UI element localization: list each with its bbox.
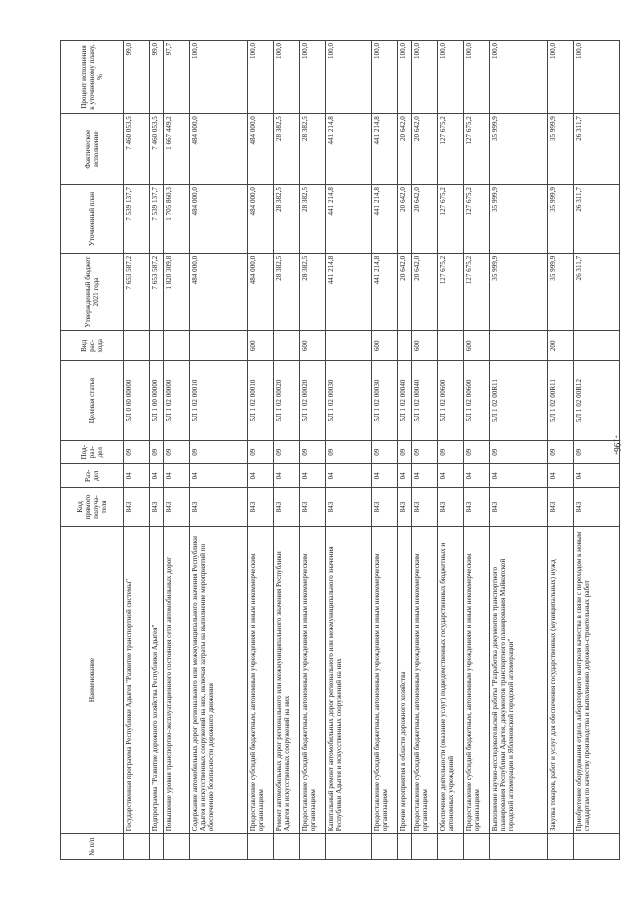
row-section: 04 [412, 464, 438, 488]
row-actual: 20 642,0 [398, 114, 412, 185]
row-approved: 484 000,0 [190, 253, 248, 330]
table-row [300, 41, 326, 860]
table-row [124, 41, 150, 860]
row-name: Предоставление субсидий бюджетным, автономным учреждениям и иным некоммерческим организациям [372, 526, 398, 833]
row-subsection: 09 [412, 440, 438, 464]
header-code: Код прямого получа-теля [61, 488, 124, 527]
table-row [274, 41, 300, 860]
row-subsection: 09 [150, 440, 164, 464]
row-adjusted: 127 675,2 [464, 185, 490, 254]
row-actual: 28 382,5 [300, 114, 326, 185]
row-name: Предоставление субсидий бюджетным, автономным учреждениям и иным некоммерческим организациям [300, 526, 326, 833]
row-percent: 100,0 [274, 41, 300, 114]
row-subsection: 09 [164, 440, 190, 464]
row-code: 843 [464, 488, 490, 527]
row-subsection: 09 [190, 440, 248, 464]
row-percent: 99,0 [150, 41, 164, 114]
row-approved: 441 214,8 [326, 253, 372, 330]
row-percent: 100,0 [326, 41, 372, 114]
row-subsection: 09 [438, 440, 464, 464]
row-name: Государственная программа Республики Адыгея "Развитие транспортной системы" [124, 526, 150, 833]
row-adjusted: 441 214,8 [326, 185, 372, 254]
row-actual: 35 999,9 [548, 114, 574, 185]
table-body [124, 41, 620, 860]
row-code: 843 [412, 488, 438, 527]
row-subsection: 09 [464, 440, 490, 464]
row-adjusted: 484 000,0 [248, 185, 274, 254]
row-code: 843 [190, 488, 248, 527]
row-code: 843 [248, 488, 274, 527]
row-subsection: 09 [274, 440, 300, 464]
row-target: 5Л 1 02 00010 [248, 361, 274, 441]
row-adjusted: 28 382,5 [274, 185, 300, 254]
row-subsection: 09 [248, 440, 274, 464]
row-name: Выполнение научно-исследовательской работы "Разработка документов транспортного планирования Республики Адыгея, документов транспортного планирования Майкопской городской агломерации и Яблоновской городской агломерации" [490, 526, 548, 833]
row-exptype [124, 331, 150, 361]
row-exptype [438, 331, 464, 361]
header-num: № п/п [61, 834, 124, 860]
row-subsection: 09 [548, 440, 574, 464]
row-exptype [150, 331, 164, 361]
row-target: 5Л 0 00 00000 [124, 361, 150, 441]
row-actual: 441 214,8 [372, 114, 398, 185]
row-target: 5Л 1 02 00600 [438, 361, 464, 441]
row-approved: 20 642,0 [398, 253, 412, 330]
row-section: 04 [190, 464, 248, 488]
row-section: 04 [248, 464, 274, 488]
row-section: 04 [548, 464, 574, 488]
table-row [438, 41, 464, 860]
row-name: Подпрограмма "Развитие дорожного хозяйства Республики Адыгея" [150, 526, 164, 833]
row-target: 5Л 1 02 00R12 [574, 361, 620, 441]
row-subsection: 09 [574, 440, 620, 464]
table-row [464, 41, 490, 860]
row-percent: 97,7 [164, 41, 190, 114]
row-name: Предоставление субсидий бюджетным, автономным учреждениям и иным некоммерческим организациям [464, 526, 490, 833]
table-row [548, 41, 574, 860]
row-target: 5Л 1 02 00R11 [490, 361, 548, 441]
row-name: Повышение уровня транспортно-эксплуатационного состояния сети автомобильных дорог [164, 526, 190, 833]
row-adjusted: 441 214,8 [372, 185, 398, 254]
row-exptype: 200 [548, 331, 574, 361]
row-target: 5Л 1 02 00R11 [548, 361, 574, 441]
row-code: 843 [274, 488, 300, 527]
row-section: 04 [300, 464, 326, 488]
row-name: Обеспечение деятельности (оказание услуг) подведомственных государственных бюджетных и автономных учреждений [438, 526, 464, 833]
row-actual: 7 460 053,5 [150, 114, 164, 185]
row-approved: 7 653 587,2 [150, 253, 164, 330]
row-section: 04 [372, 464, 398, 488]
row-target: 5Л 1 02 00020 [300, 361, 326, 441]
row-section: 04 [398, 464, 412, 488]
row-approved: 7 653 587,2 [124, 253, 150, 330]
row-code: 843 [490, 488, 548, 527]
row-actual: 484 000,0 [190, 114, 248, 185]
row-approved: 20 642,0 [412, 253, 438, 330]
row-code: 843 [150, 488, 164, 527]
row-adjusted: 484 000,0 [190, 185, 248, 254]
row-target: 5Л 1 00 00000 [150, 361, 164, 441]
table-row [412, 41, 438, 860]
table-row [150, 41, 164, 860]
row-actual: 127 675,2 [438, 114, 464, 185]
row-percent: 100,0 [464, 41, 490, 114]
row-adjusted: 7 539 137,7 [124, 185, 150, 254]
row-section: 04 [124, 464, 150, 488]
row-percent: 100,0 [574, 41, 620, 114]
row-percent: 99,0 [124, 41, 150, 114]
row-approved: 127 675,2 [464, 253, 490, 330]
header-exptype: Вид рас-хода [61, 331, 124, 361]
row-code: 843 [164, 488, 190, 527]
row-approved: 28 382,5 [274, 253, 300, 330]
row-approved: 484 000,0 [248, 253, 274, 330]
row-exptype: 600 [248, 331, 274, 361]
row-subsection: 09 [300, 440, 326, 464]
row-name: Предоставление субсидий бюджетным, автономным учреждениям и иным некоммерческим организациям [248, 526, 274, 833]
row-exptype: 600 [300, 331, 326, 361]
row-code: 843 [372, 488, 398, 527]
row-name: Предоставление субсидий бюджетным, автономным учреждениям и иным некоммерческим организациям [412, 526, 438, 833]
row-adjusted: 35 999,9 [490, 185, 548, 254]
row-code: 843 [438, 488, 464, 527]
row-section: 04 [274, 464, 300, 488]
row-approved: 35 999,9 [548, 253, 574, 330]
table-row [164, 41, 190, 860]
header-subsection: Под-раз-дел [61, 440, 124, 464]
budget-table-area [60, 40, 592, 860]
row-exptype [164, 331, 190, 361]
row-exptype [274, 331, 300, 361]
row-target: 5Л 1 02 00030 [326, 361, 372, 441]
row-percent: 100,0 [190, 41, 248, 114]
table-row [490, 41, 548, 860]
row-approved: 1 820 309,8 [164, 253, 190, 330]
row-actual: 7 460 053,5 [124, 114, 150, 185]
budget-table [60, 40, 620, 860]
row-name: Приобретение оборудования отдела лабораторного контроля качества в связи с переходом к новым стандартам по качеству производства и выполнению дорожно-строительных работ [574, 526, 620, 833]
row-approved: 35 999,9 [490, 253, 548, 330]
row-subsection: 09 [398, 440, 412, 464]
row-code: 843 [326, 488, 372, 527]
row-exptype: 600 [412, 331, 438, 361]
row-actual: 26 311,7 [574, 114, 620, 185]
row-adjusted: 20 642,0 [398, 185, 412, 254]
header-name: Наименование [61, 526, 124, 833]
row-adjusted: 20 642,0 [412, 185, 438, 254]
row-exptype: 600 [464, 331, 490, 361]
row-actual: 35 999,9 [490, 114, 548, 185]
row-target: 5Л 1 02 00000 [164, 361, 190, 441]
header-percent: Процент исполнения к уточненному плану, % [61, 41, 124, 114]
table-row [574, 41, 620, 860]
row-approved: 26 311,7 [574, 253, 620, 330]
row-subsection: 09 [326, 440, 372, 464]
row-subsection: 09 [490, 440, 548, 464]
row-adjusted: 26 311,7 [574, 185, 620, 254]
row-section: 04 [326, 464, 372, 488]
header-section: Раз-дел [61, 464, 124, 488]
row-actual: 127 675,2 [464, 114, 490, 185]
row-name: Содержание автомобильных дорог регионального или межмуниципального значения Республики Адыгея и искусственных сооружений на них, включая затраты на выполнение мероприятий по обеспечению безопасности дорожного движения [190, 526, 248, 833]
row-name: Закупка товаров, работ и услуг для обеспечения государственных (муниципальных) нужд [548, 526, 574, 833]
row-section: 04 [438, 464, 464, 488]
row-target: 5Л 1 02 00040 [412, 361, 438, 441]
row-code: 843 [574, 488, 620, 527]
row-actual: 20 642,0 [412, 114, 438, 185]
row-target: 5Л 1 02 00020 [274, 361, 300, 441]
table-row [372, 41, 398, 860]
row-percent: 100,0 [438, 41, 464, 114]
row-code: 843 [124, 488, 150, 527]
row-exptype [190, 331, 248, 361]
row-actual: 484 000,0 [248, 114, 274, 185]
row-exptype [574, 331, 620, 361]
row-percent: 100,0 [490, 41, 548, 114]
row-percent: 100,0 [412, 41, 438, 114]
row-percent: 100,0 [300, 41, 326, 114]
table-row [326, 41, 372, 860]
row-section: 04 [464, 464, 490, 488]
row-subsection: 09 [372, 440, 398, 464]
header-actual: Фактическое исполнение [61, 114, 124, 185]
row-target: 5Л 1 02 00040 [398, 361, 412, 441]
table-row [248, 41, 274, 860]
row-actual: 441 214,8 [326, 114, 372, 185]
row-name: Капитальный ремонт автомобильных дорог регионального или межмуниципального значения Республики Адыгея и искусственных сооружений на них [326, 526, 372, 833]
table-row [398, 41, 412, 860]
rotated-page [60, 40, 592, 860]
row-adjusted: 7 539 137,7 [150, 185, 164, 254]
row-adjusted: 35 999,9 [548, 185, 574, 254]
row-name: Ремонт автомобильных дорог регионального или межмуниципального значения Республики Адыгея и искусственных сооружений на них [274, 526, 300, 833]
row-approved: 28 382,5 [300, 253, 326, 330]
header-target: Целевая статья [61, 361, 124, 441]
row-section: 04 [150, 464, 164, 488]
row-approved: 127 675,2 [438, 253, 464, 330]
row-percent: 100,0 [548, 41, 574, 114]
row-actual: 28 382,5 [274, 114, 300, 185]
table-row [190, 41, 248, 860]
row-section: 04 [490, 464, 548, 488]
row-code: 843 [300, 488, 326, 527]
row-subsection: 09 [124, 440, 150, 464]
row-percent: 100,0 [398, 41, 412, 114]
header-row [61, 41, 124, 860]
row-adjusted: 1 705 860,3 [164, 185, 190, 254]
page-number: -196- [611, 435, 622, 455]
row-percent: 100,0 [372, 41, 398, 114]
row-approved: 441 214,8 [372, 253, 398, 330]
row-exptype [398, 331, 412, 361]
row-adjusted: 28 382,5 [300, 185, 326, 254]
row-target: 5Л 1 02 00600 [464, 361, 490, 441]
row-target: 5Л 1 02 00030 [372, 361, 398, 441]
row-actual: 1 667 449,2 [164, 114, 190, 185]
header-adjusted: Уточненный план [61, 185, 124, 254]
row-target: 5Л 1 02 00010 [190, 361, 248, 441]
row-code: 843 [398, 488, 412, 527]
row-percent: 100,0 [248, 41, 274, 114]
row-name: Прочие мероприятия в области дорожного хозяйства [398, 526, 412, 833]
header-approved: Утвержденный бюджет 2021 года [61, 253, 124, 330]
row-exptype [490, 331, 548, 361]
row-code: 843 [548, 488, 574, 527]
row-section: 04 [574, 464, 620, 488]
row-section: 04 [164, 464, 190, 488]
row-exptype [326, 331, 372, 361]
row-adjusted: 127 675,2 [438, 185, 464, 254]
row-exptype: 600 [372, 331, 398, 361]
